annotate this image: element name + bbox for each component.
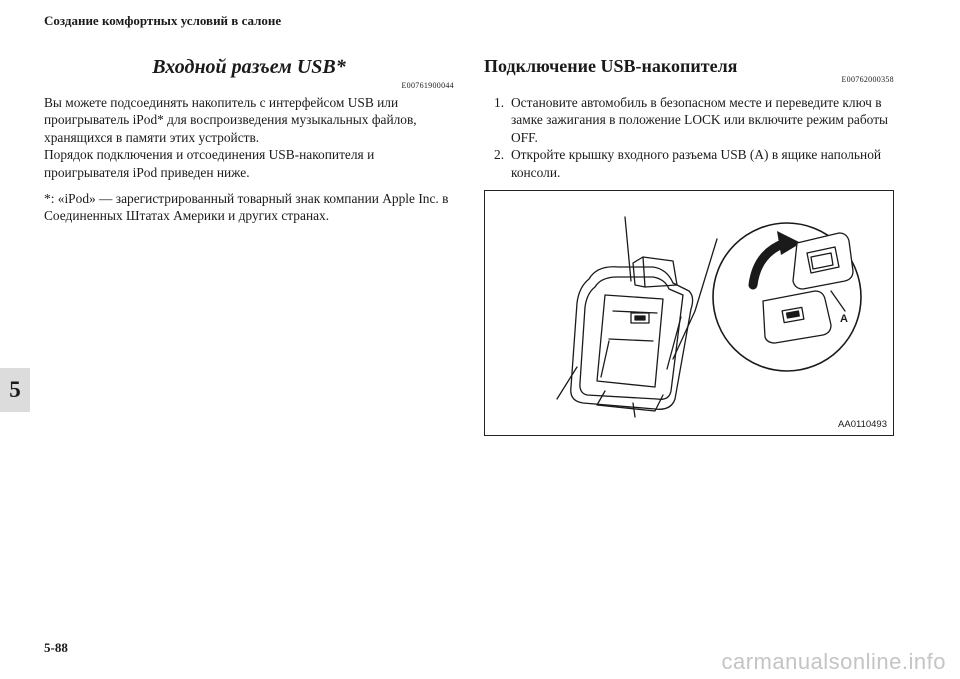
step-text: Откройте крышку входного разъема USB (A) в ящике напольной консоли. (511, 147, 882, 180)
list-item (484, 146, 894, 181)
footnote: *: «iPod» — зарегистрированный товарный знак компании Apple Inc. в Соединенных Штатах Америки и других странах. (44, 191, 449, 224)
console-rim (580, 277, 683, 399)
seat-edge-line (673, 239, 717, 359)
step-text: Остановите автомобиль в безопасном месте и переведите ключ в замке зажигания в положение LOCK или включите режим работы OFF. (511, 95, 889, 145)
watermark: carmanualsonline.info (721, 649, 946, 674)
usb-connect-section (484, 56, 894, 181)
section-title-usb-connect: Подключение USB-накопителя (484, 56, 738, 76)
seat-edge-line (625, 217, 631, 281)
paragraph: Порядок подключения и отсоединения USB-накопителя и проигрывателя iPod приведен ниже. (44, 147, 375, 180)
label-leader (831, 291, 845, 311)
section-code: E00762000358 (841, 75, 894, 84)
section-header: Создание комфортных условий в салоне (44, 13, 282, 28)
usb-input-section (44, 56, 454, 225)
console-drawing (485, 191, 893, 435)
section-code: E00761900044 (401, 81, 454, 90)
section-title-usb-input: Входной разъем USB* (152, 56, 346, 78)
leader-line (633, 403, 635, 417)
chapter-tab: 5 (0, 368, 30, 412)
paragraph: Вы можете подсоединять накопитель с интерфейсом USB или проигрыватель iPod* для воспроизведения музыкальных файлов, хранящихся в памяти этих устройств. (44, 95, 417, 145)
usb-cover-lid (793, 233, 853, 289)
figure-code: AA0110493 (838, 419, 887, 430)
step-number: 2. (494, 147, 505, 163)
list-item (484, 94, 894, 146)
step-list (484, 94, 894, 181)
usb-socket-base (763, 291, 831, 343)
step-number: 1. (494, 95, 505, 110)
page-number: 5-88 (44, 640, 68, 655)
leader-line (557, 367, 577, 399)
console-usb-illustration (484, 190, 894, 436)
callout-label-a: A (840, 313, 848, 325)
console-body (571, 267, 693, 410)
console-lid-hinge (633, 257, 677, 287)
